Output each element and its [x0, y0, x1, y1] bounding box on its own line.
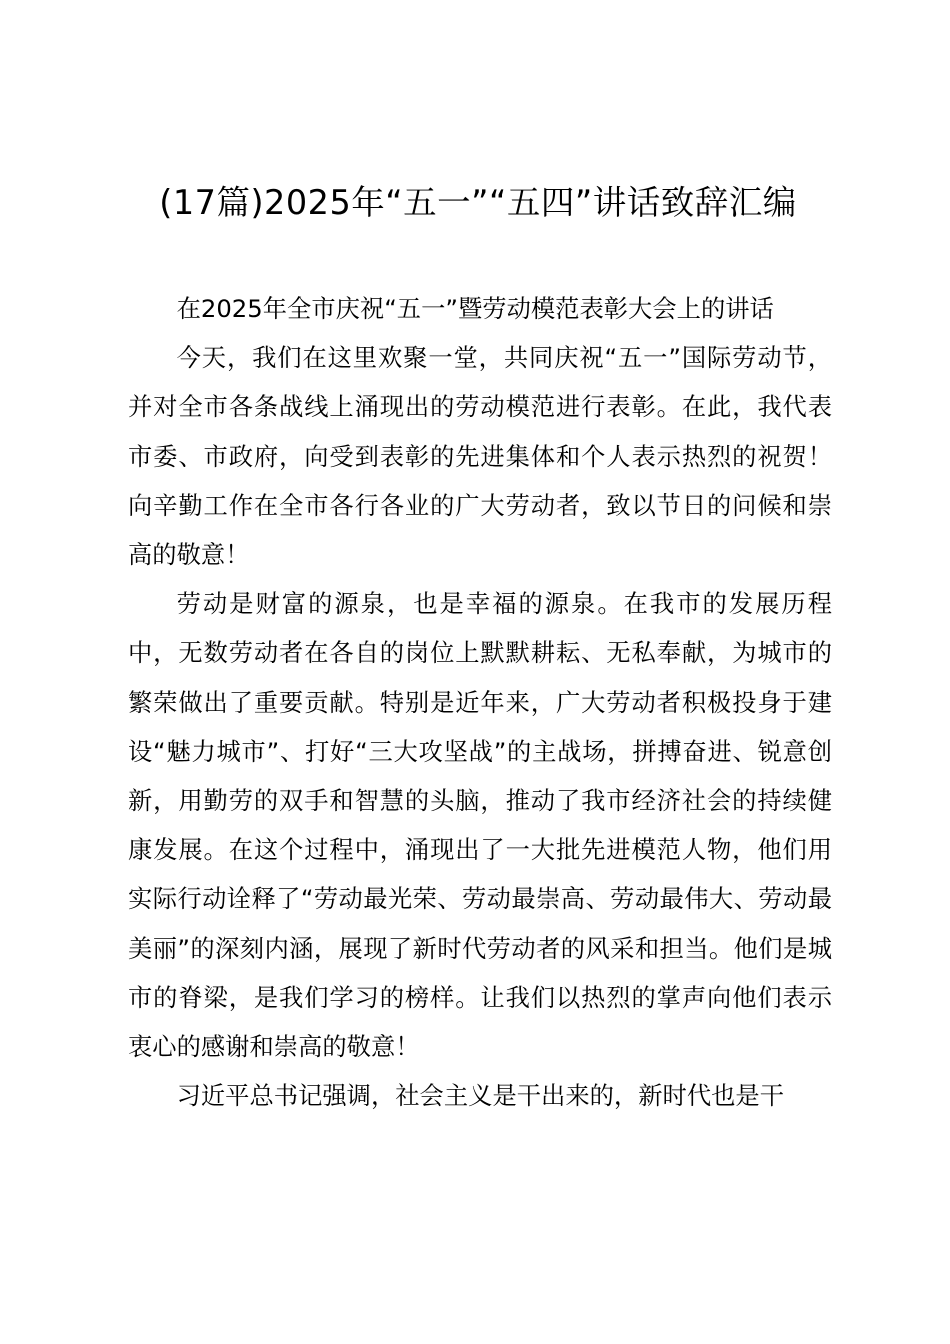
speech-heading: 在2025年全市庆祝“五一”暨劳动模范表彰大会上的讲话	[176, 294, 774, 323]
body-paragraph: 今天，我们在这里欢聚一堂，共同庆祝“五一”国际劳动节，并对全市各条战线上涌现出的劳动模范进行表彰。在此，我代表市委、市政府，向受到表彰的先进集体和个人表示热烈的祝贺！向辛勤工作在全市各行各业的广大劳动者，致以节日的问候和崇高的敬意！	[128, 343, 832, 570]
body-paragraph: 劳动是财富的源泉，也是幸福的源泉。在我市的发展历程中，无数劳动者在各自的岗位上默默耕耘、无私奉献，为城市的繁荣做出了重要贡献。特别是近年来，广大劳动者积极投身于建设“魅力城市”、打好“三大攻坚战”的主战场，拼搏奋进、锐意创新，用勤劳的双手和智慧的头脑，推动了我市经济社会的持续健康发展。在这个过程中，涌现出了一大批先进模范人物，他们用实际行动诠释了“劳动最光荣、劳动最崇高、劳动最伟大、劳动最美丽”的深刻内涵，展现了新时代劳动者的风采和担当。他们是城市的脊梁，是我们学习的榜样。让我们以热烈的掌声向他们表示衷心的感谢和崇高的敬意！	[128, 589, 832, 1062]
document-body	[128, 284, 832, 1120]
body-paragraph: 习近平总书记强调，社会主义是干出来的，新时代也是干	[176, 1081, 785, 1111]
document-title: (17篇)2025年“五一”“五四”讲话致辞汇编	[159, 183, 797, 222]
